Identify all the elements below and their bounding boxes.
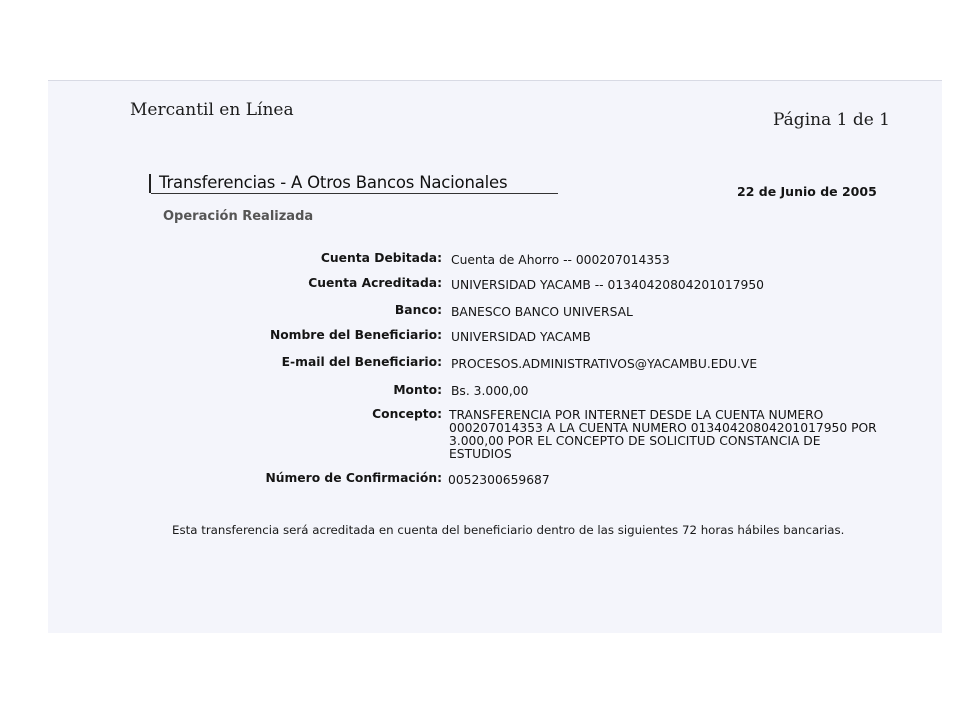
field-label: Cuenta Acreditada:	[308, 276, 442, 290]
footer-note: Esta transferencia será acreditada en cuenta del beneficiario dentro de las siguientes 72 horas hábiles bancarias.	[172, 523, 845, 537]
field-label: Concepto:	[372, 407, 442, 421]
field-value: Cuenta de Ahorro -- 000207014353	[451, 253, 670, 267]
print-header-page-number: Página 1 de 1	[773, 110, 890, 130]
transaction-date: 22 de Junio de 2005	[737, 184, 877, 199]
field-label: Número de Confirmación:	[265, 471, 442, 485]
field-value: TRANSFERENCIA POR INTERNET DESDE LA CUENTA NUMERO 000207014353 A LA CUENTA NUMERO 01340420804201017950 POR 3.000,00 POR EL CONCEPTO DE SOLICITUD CONSTANCIA DE ESTUDIOS	[449, 408, 877, 461]
field-label: Cuenta Debitada:	[320, 251, 442, 265]
field-value: Bs. 3.000,00	[451, 384, 529, 398]
page-title: Transferencias - A Otros Bancos Nacionales	[159, 173, 508, 192]
page-title-block	[151, 173, 558, 194]
field-label: Monto:	[393, 383, 442, 397]
print-header-site: Mercantil en Línea	[130, 100, 294, 120]
field-label: Banco:	[394, 303, 442, 317]
field-value: UNIVERSIDAD YACAMB	[451, 330, 591, 344]
field-value: BANESCO BANCO UNIVERSAL	[451, 305, 633, 319]
title-bar-mark	[149, 174, 151, 193]
scanned-page	[48, 80, 942, 633]
field-value: 0052300659687	[448, 473, 550, 487]
field-value: PROCESOS.ADMINISTRATIVOS@YACAMBU.EDU.VE	[451, 357, 758, 371]
field-value: UNIVERSIDAD YACAMB -- 01340420804201017950	[451, 278, 764, 292]
field-label: Nombre del Beneficiario:	[269, 328, 442, 342]
operation-status: Operación Realizada	[163, 209, 314, 224]
field-label: E-mail del Beneficiario:	[281, 355, 442, 369]
